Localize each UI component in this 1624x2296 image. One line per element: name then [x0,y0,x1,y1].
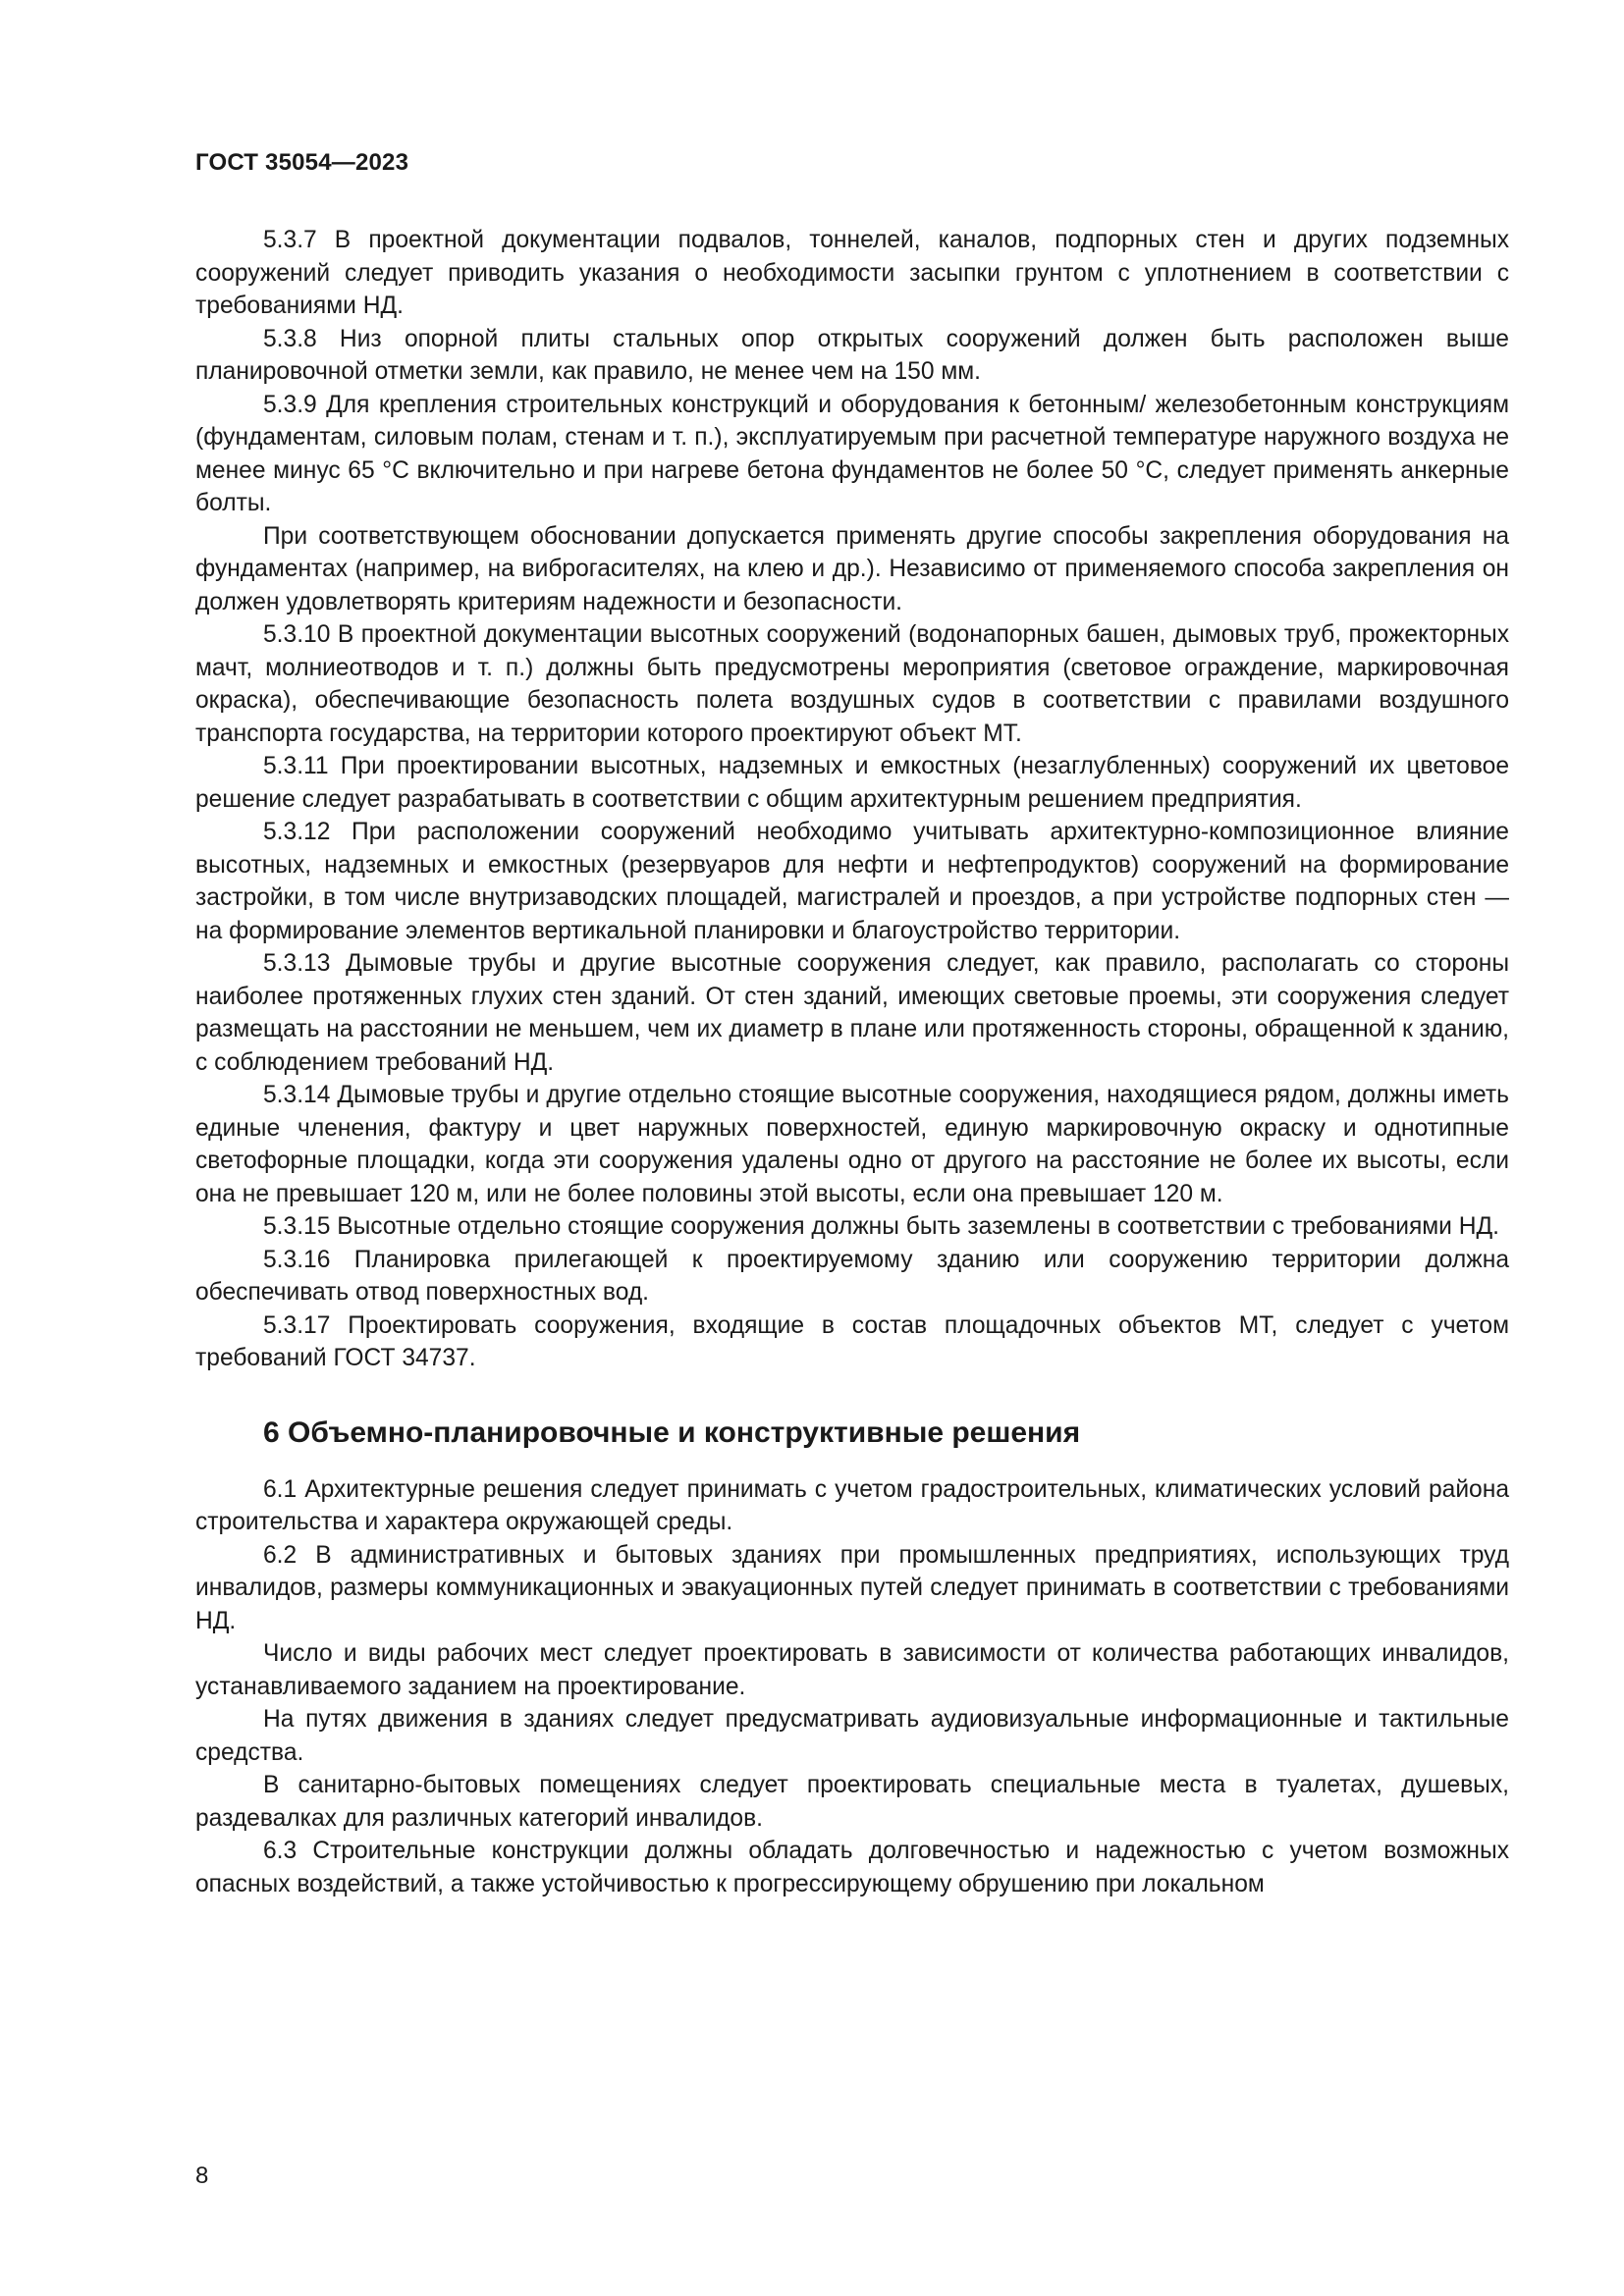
section-heading: 6 Объемно-планировочные и конструктивные решения [263,1415,1081,1449]
paragraph-6-3: 6.3 Строительные конструкции должны обладать долговечностью и надежностью с учетом возможных опасных воздействий, а также устойчивостью к прогрессирующему обрушению при локальном [195,1838,1509,1897]
paragraph-5-3-11: 5.3.11 При проектировании высотных, надземных и емкостных (незаглубленных) сооружений их цветовое решение следует разрабатывать в соответствии с общим архитектурным решением предприятия. [195,753,1509,813]
paragraph-6-2-paths: На путях движения в зданиях следует предусматривать аудиовизуальные информационные и тактильные средства. [195,1706,1509,1766]
paragraph-5-3-7: 5.3.7 В проектной документации подвалов, тоннелей, каналов, подпорных стен и других подземных сооружений следует приводить указания о необходимости засыпки грунтом с уплотнением в соответствии с требованиями НД. [195,227,1509,319]
document-body [195,224,1509,1900]
paragraph-6-2-jobs: Число и виды рабочих мест следует проектировать в зависимости от количества работающих инвалидов, устанавливаемого заданием на проектирование. [195,1640,1509,1700]
paragraph-5-3-14: 5.3.14 Дымовые трубы и другие отдельно стоящие высотные сооружения, находящиеся рядом, должны иметь единые членения, фактуру и цвет наружных поверхностей, единую маркировочную окраску и однотипные светофорные площадки, когда эти сооружения удалены одно от другого на расстояние не более их высоты, если она не превышает 120 м, или не более половины этой высоты, если она превышает 120 м. [195,1082,1509,1207]
paragraph-5-3-9: 5.3.9 Для крепления строительных конструкций и оборудования к бетонным/ железобетонным конструкциям (фундаментам, силовым полам, стенам и т. п.), эксплуатируемым при расчетной температуре наружного воздуха не менее минус 65 °С включительно и при нагреве бетона фундаментов не более 50 °С, следует применять анкерные болты. [195,391,1509,516]
paragraph-5-3-12: 5.3.12 При расположении сооружений необходимо учитывать архитектурно-композиционное влияние высотных, надземных и емкостных (резервуаров для нефти и нефтепродуктов) сооружений на формирование застройки, в том числе внутризаводских площадей, магистралей и проездов, а при устройстве подпорных стен — на формирование элементов вертикальной планировки и благоустройство территории. [195,819,1509,944]
paragraph-5-3-17: 5.3.17 Проектировать сооружения, входящие в состав площадочных объектов МТ, следует с учетом требований ГОСТ 34737. [195,1311,1509,1371]
paragraph-5-3-16: 5.3.16 Планировка прилегающей к проектируемому зданию или сооружению территории должна обеспечивать отвод поверхностных вод. [195,1246,1509,1306]
page-number: 8 [195,2163,209,2189]
paragraph-6-2: 6.2 В административных и бытовых зданиях при промышленных предприятиях, использующих труд инвалидов, размеры коммуникационных и эвакуационных путей следует принимать в соответствии с требованиями НД. [195,1541,1509,1634]
document-header: ГОСТ 35054—2023 [195,149,409,176]
paragraph-6-2-sanitary: В санитарно-бытовых помещениях следует проектировать специальные места в туалетах, душевых, раздевалках для различных категорий инвалидов. [195,1772,1509,1832]
paragraph-6-1: 6.1 Архитектурные решения следует принимать с учетом градостроительных, климатических условий района строительства и характера окружающей среды. [195,1475,1509,1535]
paragraph-5-3-15: 5.3.15 Высотные отдельно стоящие сооружения должны быть заземлены в соответствии с требованиями НД. [263,1213,1499,1240]
paragraph-5-3-8: 5.3.8 Низ опорной плиты стальных опор открытых сооружений должен быть расположен выше планировочной отметки земли, как правило, не менее чем на 150 мм. [195,325,1509,385]
paragraph-5-3-10: 5.3.10 В проектной документации высотных сооружений (водонапорных башен, дымовых труб, прожекторных мачт, молниеотводов и т. п.) должны быть предусмотрены мероприятия (световое ограждение, маркировочная окраска), обеспечивающие безопасность полета воздушных судов в соответствии с правилами воздушного транспорта государства, на территории которого проектируют объект МТ. [195,621,1509,747]
paragraph-5-3-13: 5.3.13 Дымовые трубы и другие высотные сооружения следует, как правило, располагать со стороны наиболее протяженных глухих стен зданий. От стен зданий, имеющих световые проемы, эти сооружения следует размещать на расстоянии не меньшем, чем их диаметр в плане или протяженность стороны, обращенной к зданию, с соблюдением требований НД. [195,950,1509,1076]
paragraph-5-3-9-cont: При соответствующем обосновании допускается применять другие способы закрепления оборудования на фундаментах (например, на виброгасителях, на клею и др.). Независимо от применяемого способа закрепления он должен удовлетворять критериям надежности и безопасности. [195,522,1509,615]
